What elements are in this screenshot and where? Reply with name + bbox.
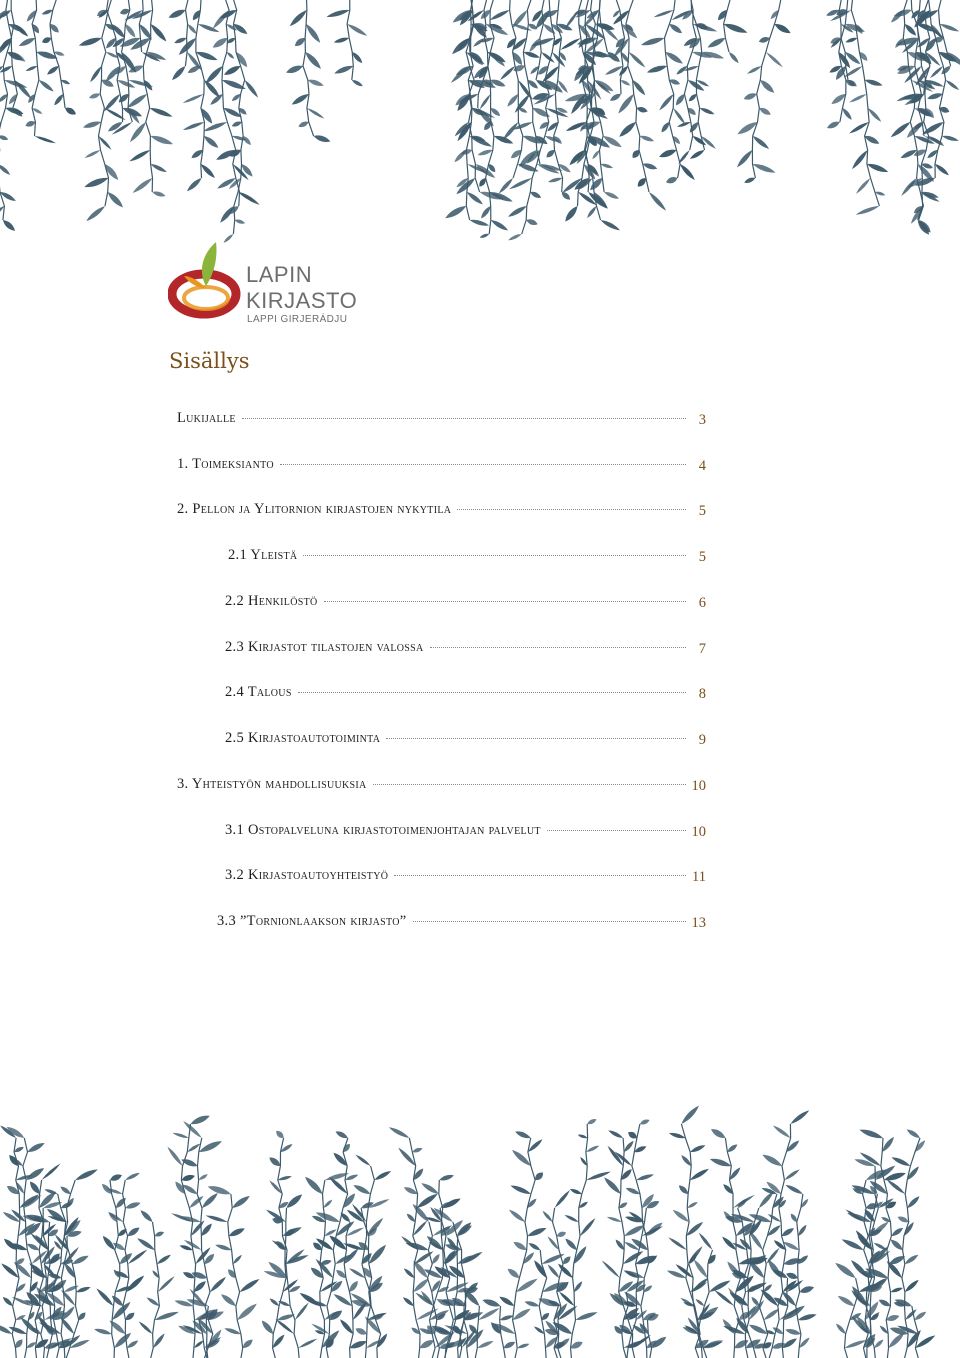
toc-entry-label: 3.2 Kirjastoautoyhteistyö [225,867,389,883]
rising-leaves-decoration-icon [0,1098,960,1358]
toc-entry-page: 13 [691,915,706,931]
toc-entry-page: 7 [698,641,706,657]
hanging-leaves-decoration-icon [0,0,960,270]
toc-entry-label: 1. Toimeksianto [177,456,274,472]
toc-entry-page: 3 [698,412,706,428]
toc-entry[interactable] [225,822,706,842]
logo-line-1: LAPIN [246,262,313,287]
logo-line-2: KIRJASTO [246,288,358,313]
toc-entry-label: 2.2 Henkilöstö [225,593,318,609]
toc-entry-page: 10 [691,824,706,840]
logo-line-3: LAPPI GIRJERÁDJU [247,314,348,325]
toc-leader-dots [280,464,686,465]
toc-leader-dots [242,418,686,419]
toc-entry[interactable] [228,547,706,567]
toc-entry-label: 2. Pellon ja Ylitornion kirjastojen nykytila [177,501,452,517]
toc-leader-dots [373,784,686,785]
toc-entry-page: 8 [698,686,706,702]
toc-entry-page: 9 [698,732,706,748]
toc-entry-label: 3. Yhteistyön mahdollisuuksia [177,776,367,792]
toc-entry[interactable] [225,639,706,659]
toc-entry[interactable] [225,867,706,887]
toc-leader-dots [547,830,686,831]
toc-entry[interactable] [177,501,706,521]
toc-leader-dots [298,692,686,693]
toc-leader-dots [394,875,686,876]
toc-leader-dots [413,921,686,922]
toc-entry[interactable] [225,730,706,750]
toc-title: Sisällys [169,349,250,373]
toc-entry-page: 11 [692,869,706,885]
toc-entry-label: 3.3 ”Tornionlaakson kirjasto” [217,913,407,929]
toc-entry-page: 5 [698,503,706,519]
toc-leader-dots [430,647,686,648]
toc-entry[interactable] [177,776,706,796]
toc-entry-label: 2.3 Kirjastot tilastojen valossa [225,639,424,655]
toc-leader-dots [303,555,686,556]
toc-entry-page: 4 [698,458,706,474]
lapin-kirjasto-logo [168,236,378,332]
toc-entry[interactable] [225,684,706,704]
toc-entry[interactable] [177,410,706,430]
toc-entry[interactable] [177,456,706,476]
toc-entry-label: Lukijalle [177,410,236,426]
toc-entry-page: 10 [691,778,706,794]
toc-entry-label: 2.5 Kirjastoautotoiminta [225,730,381,746]
toc-entry-label: 2.4 Talous [225,684,292,700]
toc-entry-page: 5 [698,549,706,565]
toc-entry[interactable] [225,593,706,613]
toc-entry-page: 6 [698,595,706,611]
toc-entry-label: 3.1 Ostopalveluna kirjastotoimenjohtajan palvelut [225,822,541,838]
toc-entry[interactable] [217,913,706,933]
toc-leader-dots [386,738,686,739]
toc-entry-label: 2.1 Yleistä [228,547,298,563]
toc-leader-dots [457,509,686,510]
toc-leader-dots [324,601,686,602]
